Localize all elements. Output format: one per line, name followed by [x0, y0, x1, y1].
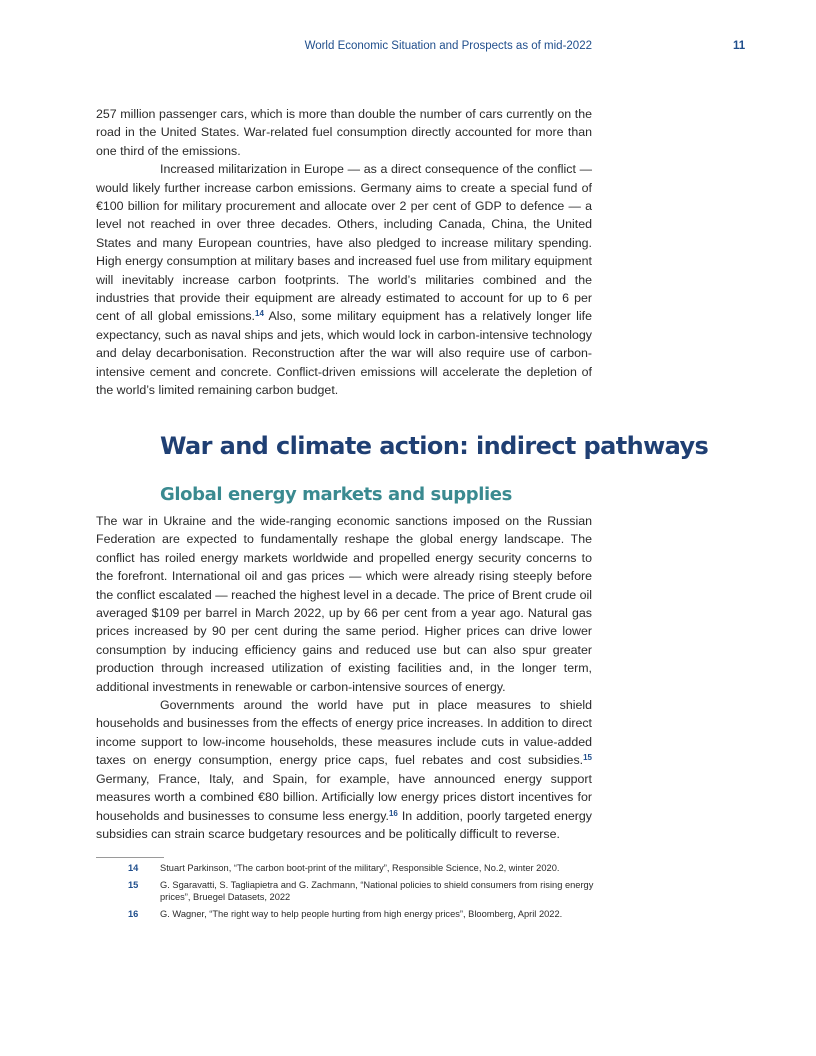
energy-paragraph-2 [96, 696, 592, 843]
energy-paragraph-1: The war in Ukraine and the wide-ranging economic sanctions imposed on the Russian Federation are expected to fundamentally reshape the global energy landscape. The conflict has roiled energy markets worldwide and propelled energy security concerns to the forefront. International oil and gas prices — which were already rising steeply before the conflict escalated — reached the highest level in a decade. The price of Brent crude oil averaged $109 per barrel in March 2022, up by 66 per cent from a year ago. Natural gas prices increased by 90 per cent during the same period. Higher prices can drive lower consumption by inducing efficiency gains and reduced use but can also spur greater production through increased utilization of existing facilities and, in the longer term, additional investments in renewable or carbon-intensive sources of energy. [96, 514, 592, 694]
footnote-item [96, 908, 596, 920]
footnote-number: 15 [128, 880, 139, 890]
footnote-ref-15[interactable]: 15 [583, 753, 592, 763]
running-title: World Economic Situation and Prospects as of mid-2022 [304, 40, 592, 52]
footnotes [96, 862, 596, 925]
energy-paragraph-2-end: In addition, poorly targeted energy subsidies can strain scarce budgetary resources and be politically difficult to reverse. [96, 808, 592, 841]
energy-paragraph-2-cont: Germany, France, Italy, and Spain, for example, have announced energy support measures worth a combined €80 billion. Artificially low energy prices distort incentives for households and businesses to consume less energy. [96, 771, 592, 823]
footnote-text: G. Wagner, “The right way to help people hurting from high energy prices”, Bloomberg, April 2022. [160, 909, 563, 919]
footnote-divider [96, 857, 164, 858]
page-number: 11 [733, 40, 746, 52]
energy-text [96, 512, 592, 843]
footnote-item [96, 879, 596, 903]
footnote-ref-14[interactable]: 14 [255, 309, 264, 319]
footnote-ref-16[interactable]: 16 [388, 808, 398, 818]
footnote-text: G. Sgaravatti, S. Tagliapietra and G. Zachmann, “National policies to shield consumers from rising energy prices”, Bruegel Datasets, 2022 [160, 880, 594, 902]
intro-paragraph-2-text: Increased militarization in Europe — as a direct consequence of the conflict — would likely further increase carbon emissions. Germany aims to create a special fund of €100 billion for military procurement and allocate over 2 per cent of GDP to defence — a level not reached in over three decades. Others, including Canada, China, the United States and many European countries, have also pledged to increase military spending. High energy consumption at military bases and increased fuel use from military equipment will inevitably increase carbon footprints. The world’s militaries combined and the industries that provide their equipment are already estimated to account for up to 6 per cent of all global emissions. [96, 162, 592, 324]
intro-paragraph-1: 257 million passenger cars, which is more than double the number of cars currently on the road in the United States. War-related fuel consumption directly accounted for more than one third of the emissions. [96, 107, 592, 158]
subsection-heading: Global energy markets and supplies [160, 484, 512, 505]
footnote-text: Stuart Parkinson, “The carbon boot-print of the military”, Responsible Science, No.2, winter 2020. [160, 863, 560, 873]
footnote-item [96, 862, 596, 874]
section-heading: War and climate action: indirect pathways [160, 432, 709, 460]
intro-paragraph-2 [96, 160, 592, 399]
footnote-number: 16 [128, 909, 139, 919]
energy-paragraph-2-text: Governments around the world have put in place measures to shield households and businesses from the effects of energy price increases. In addition to direct income support to low-income households, these measures include cuts in value-added taxes on energy consumption, energy price caps, fuel rebates and cost subsidies. [96, 698, 592, 768]
intro-paragraph-2-cont: Also, some military equipment has a relatively longer life expectancy, such as naval ships and jets, which would lock in carbon-intensive technology and delay decarbonisation. Reconstruction after the war will also require use of carbon-intensive cement and concrete. Conflict-driven emissions will accelerate the depletion of the world’s limited remaining carbon budget. [96, 309, 592, 398]
intro-text [96, 105, 592, 400]
footnote-number: 14 [128, 863, 139, 873]
